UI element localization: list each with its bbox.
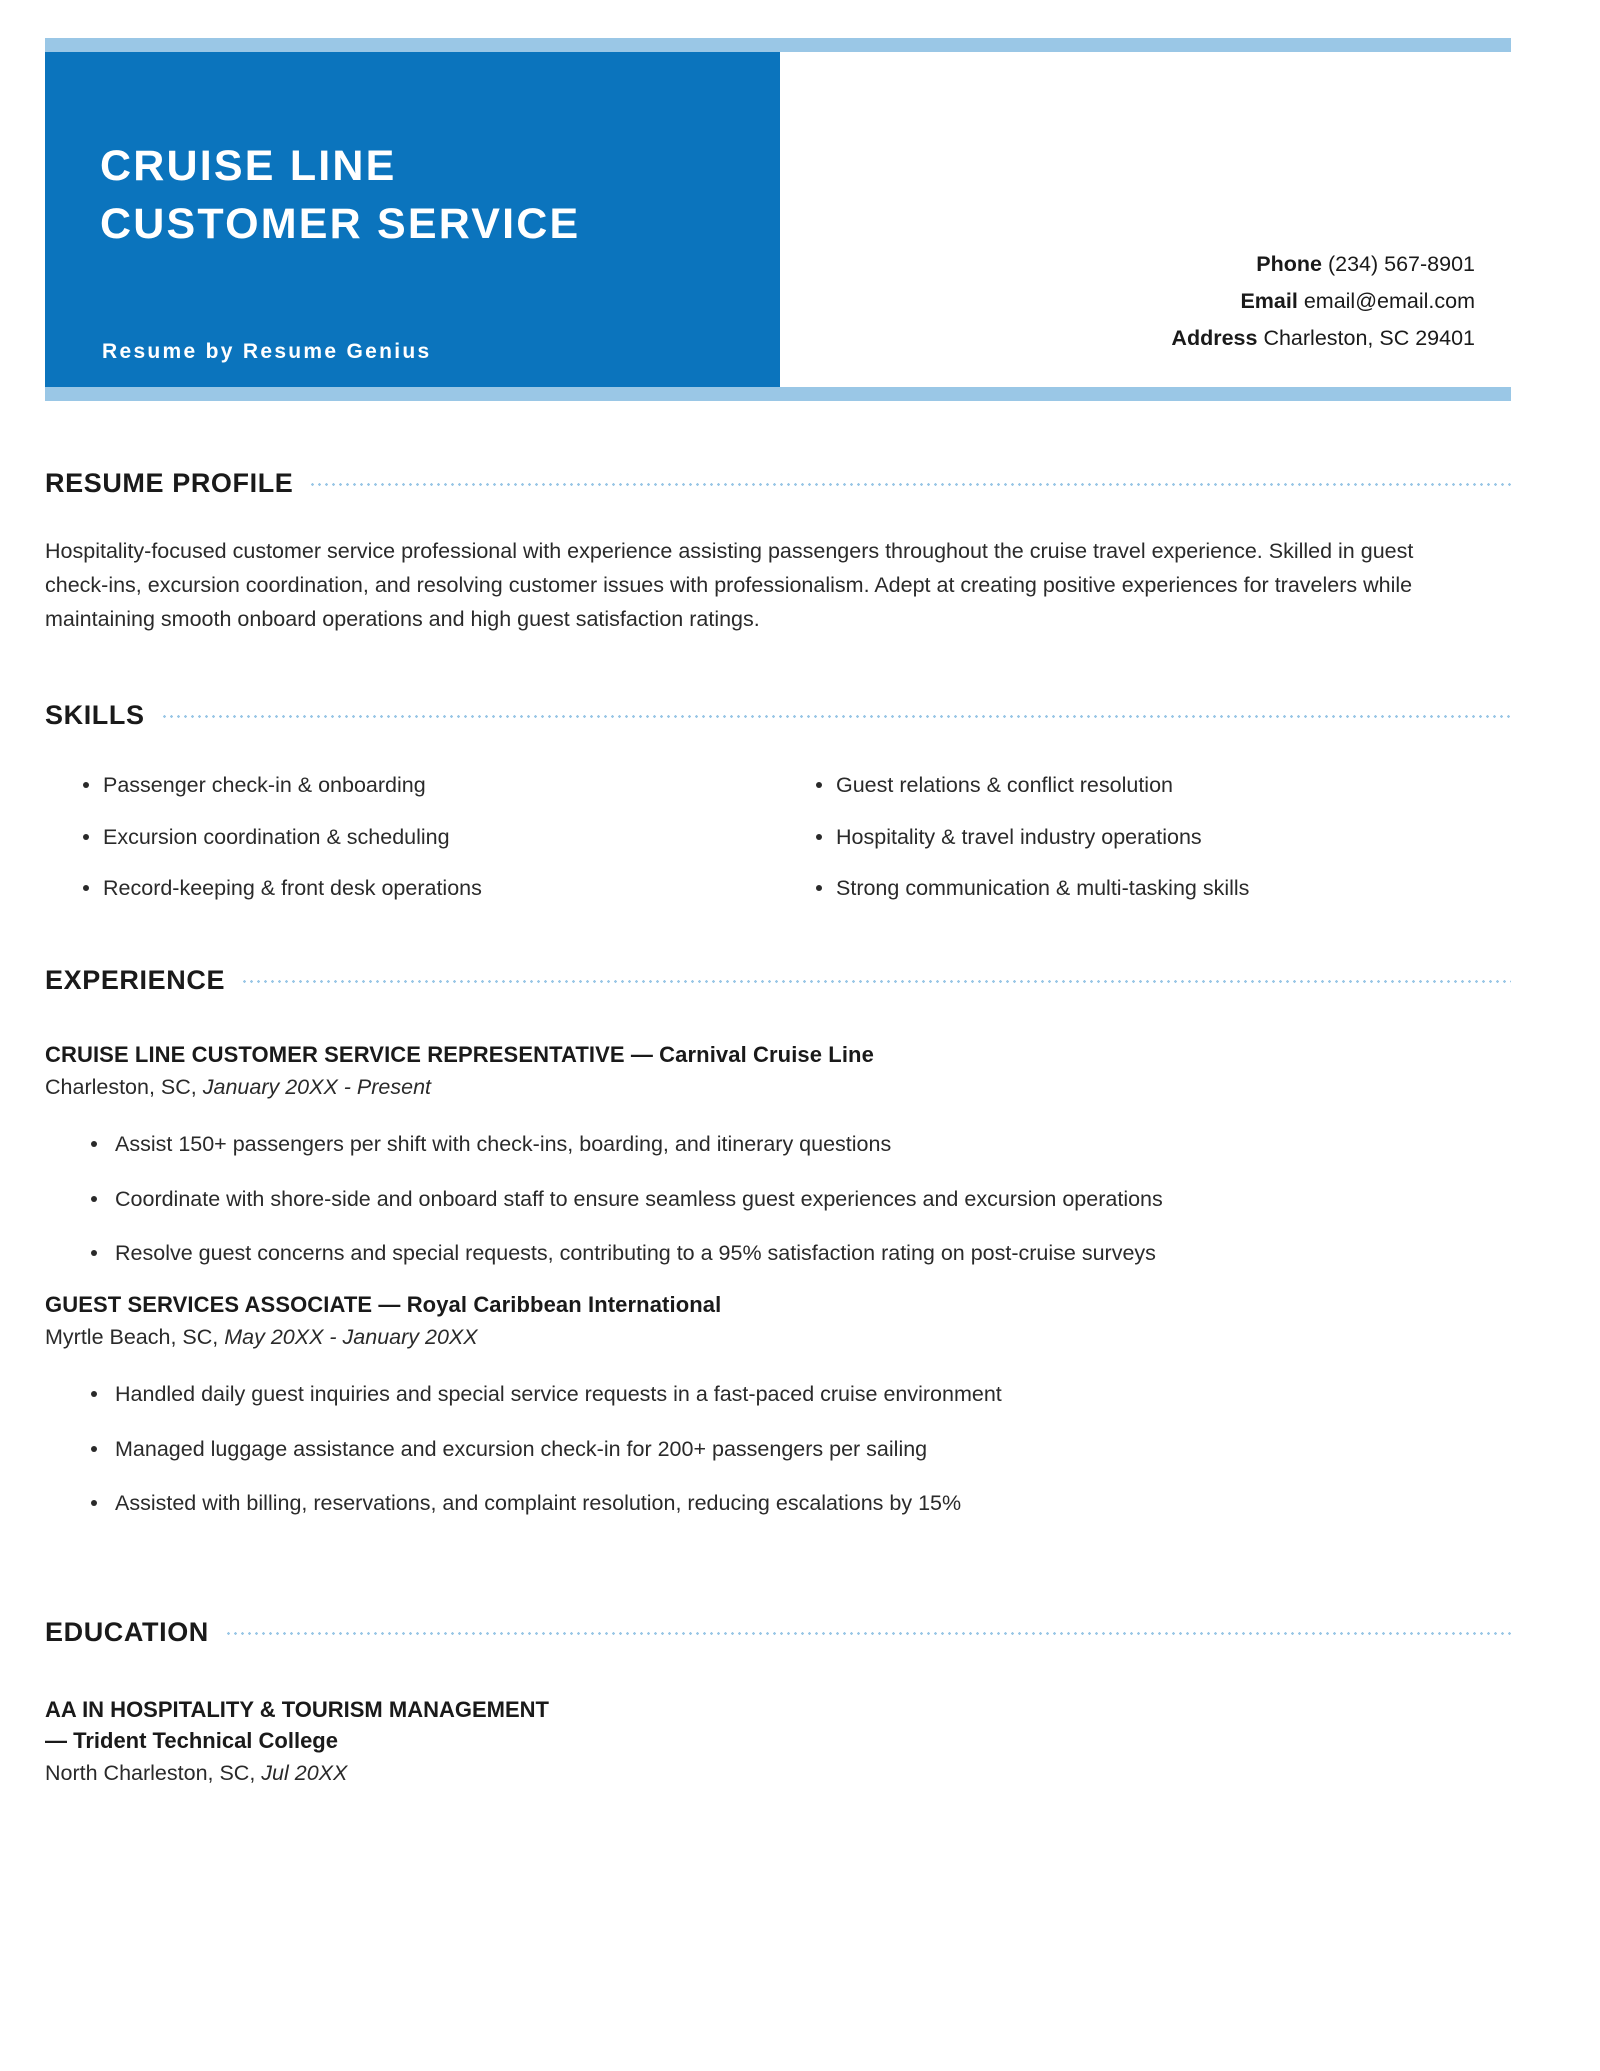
- section-divider-dots: [309, 483, 1511, 486]
- job-bullet-list: [45, 1378, 1511, 1520]
- candidate-title-line1: CRUISE LINE: [100, 142, 397, 190]
- candidate-title: [100, 137, 760, 253]
- list-item: Strong communication & multi-tasking skills: [778, 872, 1511, 905]
- job-dates: January 20XX - Present: [202, 1075, 432, 1099]
- list-item: Resolve guest concerns and special requests, contributing to a 95% satisfaction rating on post-cruise surveys: [45, 1237, 1511, 1270]
- skills-list-right: [778, 769, 1511, 905]
- section-divider-dots: [241, 980, 1511, 983]
- contact-row-address: [1171, 320, 1475, 357]
- contact-value-email: email@email.com: [1303, 288, 1475, 313]
- list-item: Coordinate with shore-side and onboard staff to ensure seamless guest experiences and excursion operations: [45, 1183, 1511, 1216]
- education-entry: [45, 1694, 1511, 1786]
- header-subtitle: Resume by Resume Genius: [102, 340, 432, 363]
- education-dates: Jul 20XX: [261, 1761, 348, 1786]
- contact-value-address: Charleston, SC 29401: [1263, 325, 1475, 350]
- skills-columns: [45, 769, 1511, 924]
- contact-row-email: [1171, 283, 1475, 320]
- list-item: Handled daily guest inquiries and special service requests in a fast-paced cruise environment: [45, 1378, 1511, 1411]
- list-item: Guest relations & conflict resolution: [778, 769, 1511, 802]
- skills-list-left: [45, 769, 778, 905]
- skills-column-right: [778, 769, 1511, 924]
- section-divider-dots: [225, 1632, 1511, 1635]
- education-meta: [45, 1761, 1511, 1786]
- contact-label-phone: Phone: [1256, 252, 1322, 276]
- contact-value-phone: (234) 567-8901: [1327, 252, 1475, 276]
- section-header-skills: [45, 700, 1511, 731]
- section-header-experience: [45, 965, 1511, 996]
- section-divider-dots: [161, 715, 1511, 718]
- job-meta: [45, 1075, 1511, 1100]
- skills-column-left: [45, 769, 778, 924]
- list-item: Assisted with billing, reservations, and complaint resolution, reducing escalations by 15%: [45, 1487, 1511, 1520]
- candidate-title-line2: CUSTOMER SERVICE: [100, 200, 581, 249]
- header-bottom-rule: [45, 387, 1511, 401]
- list-item: Hospitality & travel industry operations: [778, 821, 1511, 854]
- header-top-rule: [45, 38, 1511, 52]
- section-resume-profile: [45, 468, 1511, 637]
- contact-label-email: Email: [1240, 288, 1298, 313]
- section-header-resume-profile: [45, 468, 1511, 499]
- profile-summary-text: Hospitality-focused customer service professional with experience assisting passengers throughout the cruise travel experience. Skilled in guest check-ins, excursion coordination, and resolving customer issues with professionalism. Adept at creating positive experiences for travelers while maintaining smooth onboard operations and high guest satisfaction ratings.: [45, 539, 1414, 631]
- job-location: Charleston, SC,: [45, 1075, 197, 1099]
- section-header-education: [45, 1617, 1511, 1648]
- job-meta: [45, 1325, 1511, 1350]
- job-bullet-list: [45, 1128, 1511, 1270]
- education-school: — Trident Technical College: [45, 1728, 338, 1754]
- contact-label-address: Address: [1171, 325, 1258, 350]
- list-item: Managed luggage assistance and excursion check-in for 200+ passengers per sailing: [45, 1433, 1511, 1466]
- job-dates: May 20XX - January 20XX: [224, 1325, 478, 1350]
- list-item: Passenger check-in & onboarding: [45, 769, 778, 802]
- education-degree: AA IN HOSPITALITY & TOURISM MANAGEMENT: [45, 1697, 549, 1722]
- list-item: Excursion coordination & scheduling: [45, 821, 778, 854]
- contact-block: [1171, 246, 1475, 357]
- job-title: CRUISE LINE CUSTOMER SERVICE REPRESENTATIVE — Carnival Cruise Line: [45, 1042, 874, 1067]
- section-title-education: EDUCATION: [45, 1617, 209, 1647]
- section-skills: [45, 700, 1511, 924]
- job-location: Myrtle Beach, SC,: [45, 1325, 219, 1350]
- resume-header: [0, 38, 1600, 403]
- section-title-experience: EXPERIENCE: [45, 965, 226, 995]
- section-experience: [45, 965, 1511, 1542]
- section-education: [45, 1617, 1511, 1786]
- education-location: North Charleston, SC,: [45, 1761, 256, 1786]
- experience-entry: [45, 1042, 1511, 1270]
- experience-entry: [45, 1292, 1511, 1520]
- header-name-block: [45, 52, 780, 387]
- contact-row-phone: [1171, 246, 1475, 283]
- job-title: GUEST SERVICES ASSOCIATE — Royal Caribbean International: [45, 1292, 722, 1318]
- list-item: Assist 150+ passengers per shift with check-ins, boarding, and itinerary questions: [45, 1128, 1511, 1161]
- section-title-resume-profile: RESUME PROFILE: [45, 468, 294, 498]
- list-item: Record-keeping & front desk operations: [45, 872, 778, 905]
- section-title-skills: SKILLS: [45, 700, 145, 730]
